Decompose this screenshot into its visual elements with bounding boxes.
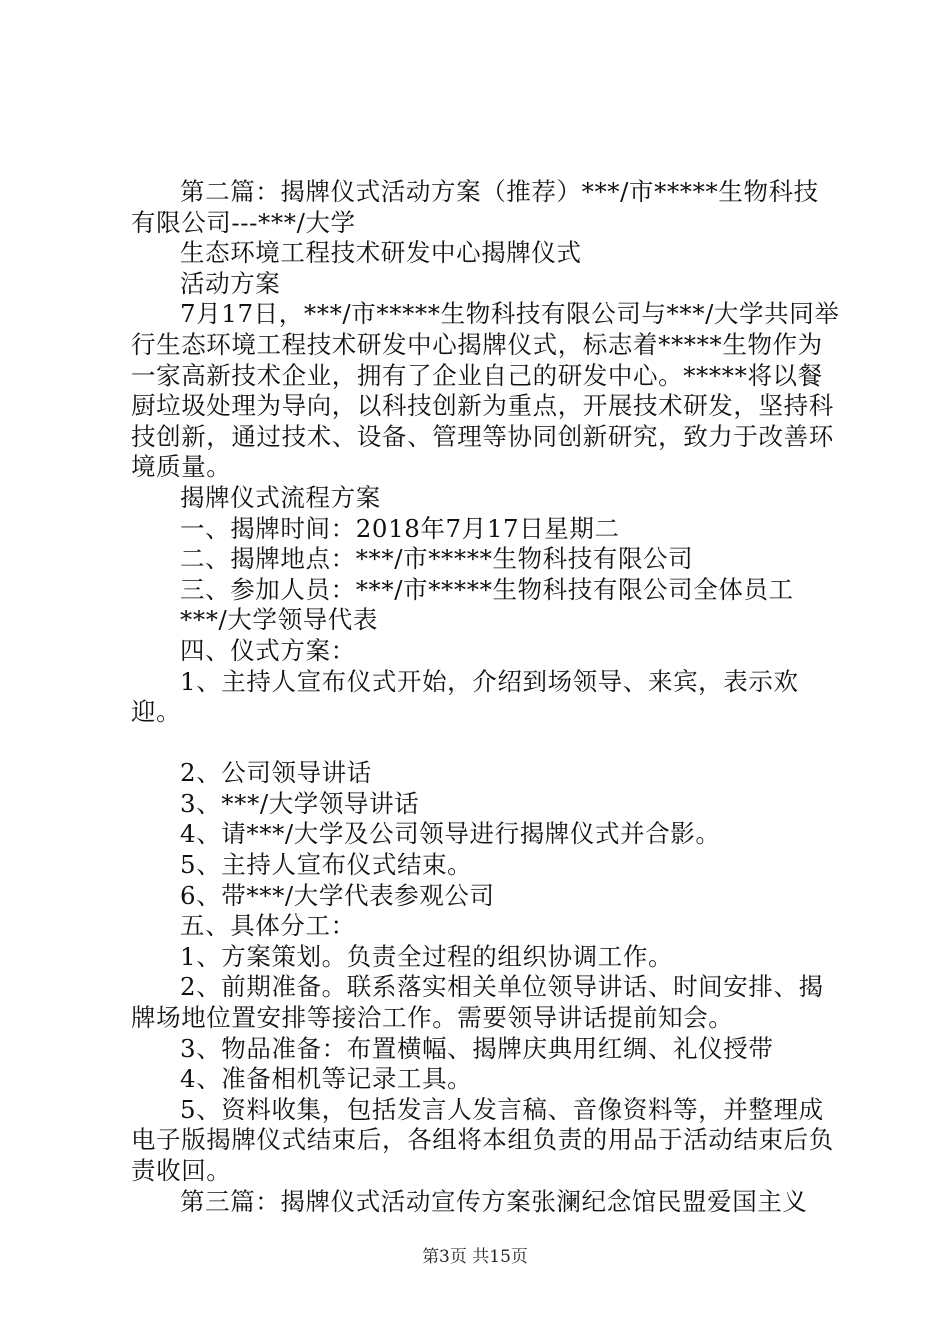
- division-item: 2、前期准备。联系落实相关单位领导讲话、时间安排、揭牌场地位置安排等接洽工作。需要领导讲话提前知会。: [131, 972, 824, 1033]
- list-item-attendees: 三、参加人员：***/市*****生物科技有限公司全体员工: [180, 574, 794, 604]
- ceremony-step: 4、请***/大学及公司领导进行揭牌仪式并合影。: [180, 819, 721, 849]
- page-footer: 第3页 共15页: [422, 1247, 528, 1267]
- list-item-time: 一、揭牌时间：2018年7月17日星期二: [180, 513, 620, 543]
- division-item: 1、方案策划。负责全过程的组织协调工作。: [180, 941, 674, 971]
- ceremony-step: 5、主持人宣布仪式结束。: [180, 850, 473, 880]
- section-heading-3: 第三篇：揭牌仪式活动宣传方案张澜纪念馆民盟爱国主义: [180, 1186, 808, 1216]
- ceremony-step: 2、公司领导讲话: [180, 758, 372, 788]
- division-item: 3、物品准备：布置横幅、揭牌庆典用红绸、礼仪授带: [180, 1033, 774, 1063]
- ceremony-step: 3、***/大学领导讲话: [180, 788, 420, 818]
- ceremony-plan-heading: 四、仪式方案：: [180, 635, 356, 665]
- division-item: 5、资料收集，包括发言人发言稿、音像资料等，并整理成电子版揭牌仪式结束后，各组将本组负责的用品于活动结束后负责收回。: [131, 1094, 834, 1185]
- ceremony-step: 6、带***/大学代表参观公司: [180, 880, 495, 910]
- document-body: [131, 177, 841, 1217]
- ceremony-step: 1、主持人宣布仪式开始，介绍到场领导、来宾，表示欢迎。: [131, 666, 799, 727]
- division-item: 4、准备相机等记录工具。: [180, 1064, 473, 1094]
- division-heading: 五、具体分工：: [180, 911, 356, 941]
- process-heading: 揭牌仪式流程方案: [180, 482, 381, 512]
- spacer: [131, 728, 841, 759]
- list-item-attendees-cont: ***/大学领导代表: [180, 605, 379, 635]
- document-subtitle: 生态环境工程技术研发中心揭牌仪式: [180, 238, 582, 268]
- intro-paragraph: 7月17日，***/市*****生物科技有限公司与***/大学共同举行生态环境工程技术研发中心揭牌仪式，标志着*****生物作为一家高新技术企业，拥有了企业自己的研发中心。*****将以餐厨垃圾处理为导向，以科技创新为重点，开展技术研发，坚持科技创新，通过技术、设备、管理等协同创新研究，致力于改善环境质量。: [131, 299, 840, 482]
- section-heading-2: 第二篇：揭牌仪式活动方案（推荐）***/市*****生物科技有限公司---***/大学: [131, 177, 819, 237]
- document-subtitle-2: 活动方案: [180, 268, 281, 298]
- list-item-location: 二、揭牌地点：***/市*****生物科技有限公司: [180, 544, 694, 574]
